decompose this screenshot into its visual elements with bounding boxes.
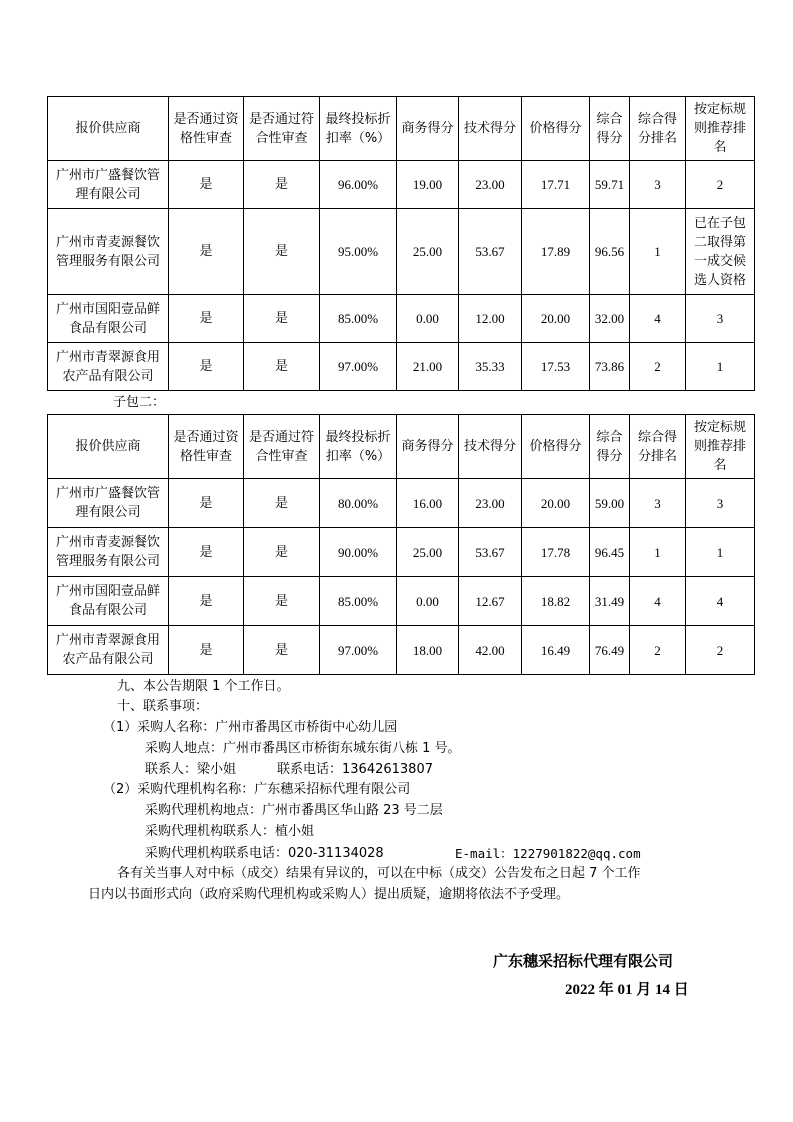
rank-cell: 2 <box>630 626 686 675</box>
recommend-rank-cell: 4 <box>686 577 755 626</box>
qualification-cell: 是 <box>169 161 244 209</box>
objection-text-line2: 日内以书面形式向（政府采购代理机构或采购人）提出质疑，逾期将依法不予受理。 <box>88 887 570 902</box>
table-row <box>48 161 755 209</box>
signature-date: 2022 年 01 月 14 日 <box>565 982 689 998</box>
compliance-cell: 是 <box>244 161 320 209</box>
supplier-cell: 广州市广盛餐饮管理有限公司 <box>48 479 169 528</box>
table-header-row <box>48 97 755 161</box>
agency-phone: 采购代理机构联系电话：020-31134028 <box>145 846 384 861</box>
header-cell: 技术得分 <box>459 97 522 161</box>
rank-cell: 3 <box>630 479 686 528</box>
notice-period: 九、本公告期限 1 个工作日。 <box>117 679 290 694</box>
supplier-cell: 广州市国阳壹品鲜食品有限公司 <box>48 295 169 343</box>
business-score-cell: 21.00 <box>397 343 459 391</box>
price-score-cell: 18.82 <box>522 577 590 626</box>
header-cell: 商务得分 <box>397 415 459 479</box>
total-score-cell: 96.45 <box>590 528 630 577</box>
rank-cell: 4 <box>630 295 686 343</box>
rank-cell: 1 <box>630 209 686 295</box>
discount-cell: 90.00% <box>320 528 397 577</box>
business-score-cell: 0.00 <box>397 577 459 626</box>
business-score-cell: 16.00 <box>397 479 459 528</box>
header-cell: 按定标规则推荐排名 <box>686 97 755 161</box>
header-cell: 最终投标折扣率（%） <box>320 415 397 479</box>
recommend-rank-cell: 1 <box>686 528 755 577</box>
supplier-cell: 广州市青麦源餐饮管理服务有限公司 <box>48 528 169 577</box>
business-score-cell: 25.00 <box>397 528 459 577</box>
agency-name: （2）采购代理机构名称：广东穗采招标代理有限公司 <box>103 782 411 797</box>
table-row <box>48 626 755 675</box>
purchaser-contact: 联系人：梁小姐 <box>145 762 237 777</box>
supplier-cell: 广州市广盛餐饮管理有限公司 <box>48 161 169 209</box>
tech-score-cell: 53.67 <box>459 528 522 577</box>
header-cell: 综合得分 <box>590 97 630 161</box>
header-cell: 报价供应商 <box>48 415 169 479</box>
tech-score-cell: 23.00 <box>459 161 522 209</box>
discount-cell: 97.00% <box>320 343 397 391</box>
header-cell: 是否通过资格性审查 <box>169 415 244 479</box>
agency-contact: 采购代理机构联系人：植小姐 <box>145 824 315 839</box>
total-score-cell: 96.56 <box>590 209 630 295</box>
header-cell: 商务得分 <box>397 97 459 161</box>
qualification-cell: 是 <box>169 479 244 528</box>
compliance-cell: 是 <box>244 295 320 343</box>
compliance-cell: 是 <box>244 209 320 295</box>
total-score-cell: 76.49 <box>590 626 630 675</box>
total-score-cell: 59.00 <box>590 479 630 528</box>
table-row <box>48 528 755 577</box>
discount-cell: 95.00% <box>320 209 397 295</box>
table-row <box>48 343 755 391</box>
objection-text-line1: 各有关当事人对中标（成交）结果有异议的，可以在中标（成交）公告发布之日起 7 个工作 <box>117 866 641 881</box>
package2-label: 子包二： <box>113 395 166 410</box>
recommend-rank-cell: 已在子包二取得第一成交候选人资格 <box>686 209 755 295</box>
table-row <box>48 209 755 295</box>
tech-score-cell: 42.00 <box>459 626 522 675</box>
business-score-cell: 0.00 <box>397 295 459 343</box>
compliance-cell: 是 <box>244 528 320 577</box>
table-row <box>48 479 755 528</box>
header-cell: 综合得分排名 <box>630 97 686 161</box>
price-score-cell: 20.00 <box>522 479 590 528</box>
tech-score-cell: 35.33 <box>459 343 522 391</box>
agency-email: E-mail：1227901822@qq.com <box>455 846 641 861</box>
business-score-cell: 18.00 <box>397 626 459 675</box>
price-score-cell: 17.71 <box>522 161 590 209</box>
purchaser-phone: 联系电话：13642613807 <box>277 762 433 777</box>
business-score-cell: 25.00 <box>397 209 459 295</box>
qualification-cell: 是 <box>169 343 244 391</box>
table-header-row <box>48 415 755 479</box>
table-row <box>48 577 755 626</box>
discount-cell: 85.00% <box>320 295 397 343</box>
purchaser-address: 采购人地点：广州市番禺区市桥街东城东街八栋 1 号。 <box>145 741 461 756</box>
qualification-cell: 是 <box>169 626 244 675</box>
header-cell: 综合得分排名 <box>630 415 686 479</box>
total-score-cell: 31.49 <box>590 577 630 626</box>
recommend-rank-cell: 1 <box>686 343 755 391</box>
recommend-rank-cell: 3 <box>686 295 755 343</box>
discount-cell: 80.00% <box>320 479 397 528</box>
rank-cell: 1 <box>630 528 686 577</box>
discount-cell: 85.00% <box>320 577 397 626</box>
supplier-cell: 广州市国阳壹品鲜食品有限公司 <box>48 577 169 626</box>
qualification-cell: 是 <box>169 295 244 343</box>
total-score-cell: 59.71 <box>590 161 630 209</box>
price-score-cell: 20.00 <box>522 295 590 343</box>
signature-company: 广东穗采招标代理有限公司 <box>493 954 674 970</box>
price-score-cell: 17.78 <box>522 528 590 577</box>
total-score-cell: 73.86 <box>590 343 630 391</box>
header-cell: 按定标规则推荐排名 <box>686 415 755 479</box>
header-cell: 价格得分 <box>522 97 590 161</box>
compliance-cell: 是 <box>244 626 320 675</box>
total-score-cell: 32.00 <box>590 295 630 343</box>
header-cell: 价格得分 <box>522 415 590 479</box>
tech-score-cell: 53.67 <box>459 209 522 295</box>
header-cell: 最终投标折扣率（%） <box>320 97 397 161</box>
qualification-cell: 是 <box>169 577 244 626</box>
header-cell: 是否通过资格性审查 <box>169 97 244 161</box>
business-score-cell: 19.00 <box>397 161 459 209</box>
discount-cell: 96.00% <box>320 161 397 209</box>
price-score-cell: 16.49 <box>522 626 590 675</box>
rank-cell: 3 <box>630 161 686 209</box>
header-cell: 综合得分 <box>590 415 630 479</box>
table-row <box>48 295 755 343</box>
rank-cell: 4 <box>630 577 686 626</box>
supplier-cell: 广州市青翠源食用农产品有限公司 <box>48 343 169 391</box>
package2-score-table <box>47 414 755 675</box>
contact-title: 十、联系事项： <box>117 699 209 714</box>
header-cell: 报价供应商 <box>48 97 169 161</box>
discount-cell: 97.00% <box>320 626 397 675</box>
qualification-cell: 是 <box>169 528 244 577</box>
supplier-cell: 广州市青翠源食用农产品有限公司 <box>48 626 169 675</box>
compliance-cell: 是 <box>244 479 320 528</box>
header-cell: 技术得分 <box>459 415 522 479</box>
header-cell: 是否通过符合性审查 <box>244 97 320 161</box>
purchaser-name: （1）采购人名称：广州市番禺区市桥街中心幼儿园 <box>103 720 398 735</box>
price-score-cell: 17.53 <box>522 343 590 391</box>
package1-score-table <box>47 96 755 391</box>
price-score-cell: 17.89 <box>522 209 590 295</box>
tech-score-cell: 23.00 <box>459 479 522 528</box>
supplier-cell: 广州市青麦源餐饮管理服务有限公司 <box>48 209 169 295</box>
agency-address: 采购代理机构地点：广州市番禺区华山路 23 号二层 <box>145 803 443 818</box>
recommend-rank-cell: 2 <box>686 161 755 209</box>
qualification-cell: 是 <box>169 209 244 295</box>
compliance-cell: 是 <box>244 343 320 391</box>
tech-score-cell: 12.67 <box>459 577 522 626</box>
tech-score-cell: 12.00 <box>459 295 522 343</box>
recommend-rank-cell: 2 <box>686 626 755 675</box>
rank-cell: 2 <box>630 343 686 391</box>
header-cell: 是否通过符合性审查 <box>244 415 320 479</box>
recommend-rank-cell: 3 <box>686 479 755 528</box>
compliance-cell: 是 <box>244 577 320 626</box>
